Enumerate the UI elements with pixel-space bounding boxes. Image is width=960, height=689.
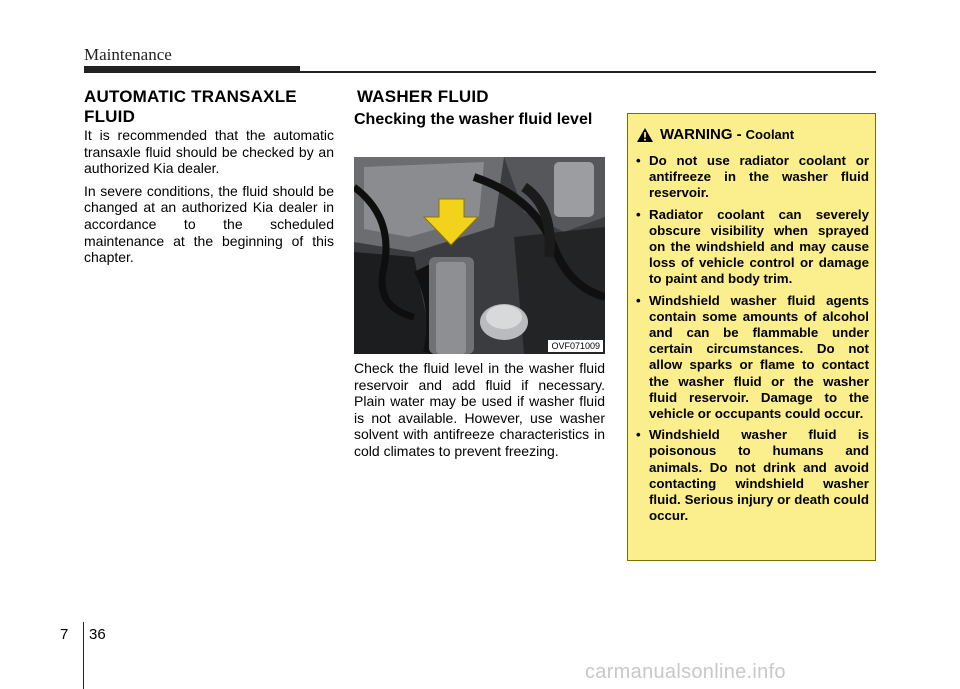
page-number-divider (83, 622, 84, 689)
header-rule-thin (300, 71, 876, 73)
bullet-icon: • (636, 206, 641, 222)
bullet-icon: • (636, 153, 641, 168)
transaxle-paragraph-2: In severe conditions, the fluid should be changed at an authorized Kia dealer in accordance to the scheduled maintenance at the beginning of this chapter. (84, 182, 334, 266)
page-header-title: Maintenance (84, 45, 172, 64)
watermark: carmanualsonline.info (585, 661, 786, 683)
warning-item-text: Do not use radiator coolant or antifreeze in the washer fluid reservoir. (649, 153, 869, 201)
warning-item (628, 427, 877, 524)
section-heading-transaxle: AUTOMATIC TRANSAXLE FLUID (84, 87, 297, 126)
washer-body (354, 360, 605, 466)
bullet-icon: • (636, 292, 641, 308)
warning-triangle-icon (636, 127, 654, 143)
washer-subheading: Checking the washer fluid level (354, 111, 593, 128)
warning-box (627, 113, 876, 561)
engine-bay-photo (354, 157, 605, 354)
warning-item (628, 207, 877, 288)
warning-sublabel: Coolant (745, 127, 795, 142)
page-number: 36 (89, 626, 106, 643)
warning-item-text: Radiator coolant can severely obscure visibility when sprayed on the windshield and may cause loss of vehicle control or damage to paint and body trim. (649, 206, 869, 287)
section-heading-washer: WASHER FLUID (357, 87, 489, 106)
washer-paragraph: Check the fluid level in the washer fluid reservoir and add fluid if necessary. Plain water may be used if washer fluid is not available. However, use washer solvent with antifreeze characteristics in cold climates to prevent freezing. (354, 360, 605, 459)
warning-item-text: Windshield washer fluid is poisonous to humans and animals. Do not drink and avoid contacting windshield washer fluid. Serious injury or death could occur. (649, 427, 869, 524)
warning-item-text: Windshield washer fluid agents contain some amounts of alcohol and can be flammable under certain circumstances. Do not allow sparks or flame to contact the washer fluid or the washer fluid reservoir. Damage to the vehicle or occupants could occur. (649, 292, 869, 422)
warning-label: WARNING - (660, 126, 742, 143)
chapter-number: 7 (60, 626, 69, 643)
photo-caption: OVF071009 (548, 340, 603, 352)
transaxle-body (84, 127, 334, 272)
warning-list (628, 153, 877, 529)
transaxle-paragraph-1: It is recommended that the automatic transaxle fluid should be checked by an authorized Kia dealer. (84, 127, 334, 177)
warning-item (628, 293, 877, 423)
engine-bay-illustration (354, 157, 605, 354)
header-rule-thick (84, 66, 300, 73)
bullet-icon: • (636, 427, 641, 443)
warning-title (636, 126, 794, 143)
warning-item (628, 153, 877, 202)
